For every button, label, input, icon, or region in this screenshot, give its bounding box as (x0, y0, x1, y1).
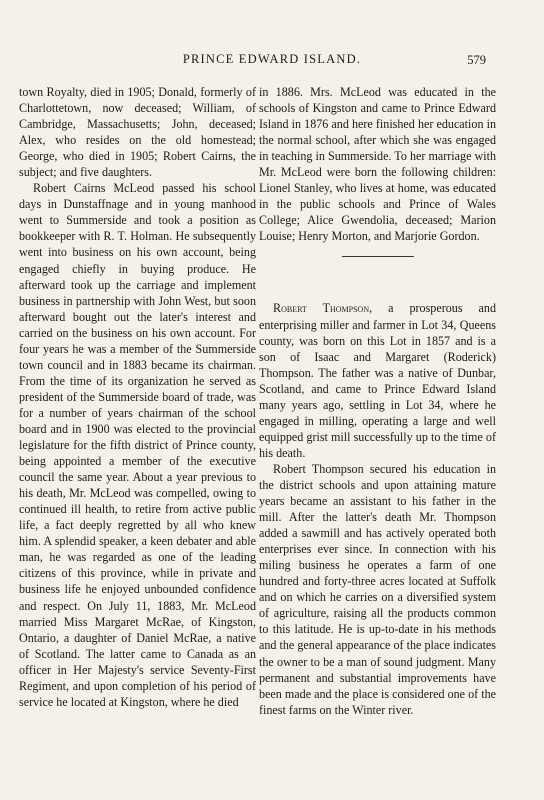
section-divider (259, 244, 496, 272)
left-column (19, 84, 256, 710)
subject-name: Robert Thompson (273, 301, 370, 316)
divider-rule (342, 256, 414, 257)
running-head: PRINCE EDWARD ISLAND. (182, 52, 362, 66)
right-column (259, 84, 496, 718)
page-header (0, 50, 544, 70)
right-paragraph-thompson-intro (259, 300, 496, 460)
right-paragraph-thompson-career: Robert Thompson secured his education in the district schools and upon attaining mature years became an assistant to his father in the mill. After the latter's death Mr. Thompson added a sawmill and has actively operated both enterprises ever since. In connection with his miling business he operates a farm of one hundred and forty-three acres located at Suffolk and on which he carries on a diversified system of agriculture, raising all the products common to this latitude. He is up-to-date in his methods and the general appearance of the place indicates the owner to be a man of sound judgment. Many permanent and substantial improvements have been made and the place is considered one of the finest farms on the Winter river. (259, 461, 496, 717)
right-paragraph-mcleod-family: in 1886. Mrs. McLeod was educated in the schools of Kingston and came to Prince Edward Island in 1876 and here finished her education in the normal school, after which she was engaged in teaching in Summerside. To her marriage with Mr. McLeod were born the following children: Lionel Stanley, who lives at home, was educated in the public schools and Prince of Wales College; Alice Gwendolia, deceased; Marion Louise; Henry Morton, and Marjorie Gordon. (259, 85, 496, 244)
page-number: 579 (467, 53, 486, 67)
thompson-intro-text: , a prosperous and enterprising miller and farmer in Lot 34, Queens county, was born on this Lot in 1857 and is a son of Isaac and Margaret (Roderick) Thompson. The father was a native of Dunbar, Scotland, and came to Prince Edward Island many years ago, settling in Lot 34, where he engaged in milling, operating a large and well equipped grist mill successfully up to the time of his death. (259, 301, 496, 460)
left-paragraph-mcleod-biography: Robert Cairns McLeod passed his school days in Dunstaffnage and in young manhood went to Summerside and took a position as bookkeeper with R. T. Holman. He subsequently went into business on his own account, being engaged chiefly in buying produce. He afterward took up the carriage and implement business in partnership with John West, but soon afterward bought out the later's interest and carried on the business on his own account. For four years he was a member of the Summerside town council and in 1883 became its chairman. From the time of its organization he served as president of the Summerside board of trade, was for a number of years chairman of the school board and in 1900 was elected to the provincial legislature for the fifth district of Prince county, being appointed a member of the executive council the same year. About a year previous to his death, Mr. McLeod was compelled, owing to continued ill health, to retire from active public life, a fact deeply regretted by all who knew him. A splendid speaker, a keen debater and able man, he was regarded as one of the leading citizens of this province, while in private and business life he enjoyed unbounded confidence and respect. On July 11, 1883, Mr. McLeod married Miss Margaret McRae, of Kingston, Ontario, a daughter of Daniel McRae, a native of Scotland. The latter came to Canada as an officer in Her Majesty's service Seventy-First Regiment, and upon completion of his period of service he located at Kingston, where he died (19, 181, 256, 709)
left-paragraph-continued: town Royalty, died in 1905; Donald, formerly of Charlottetown, now deceased; William, of Cambridge, Massachusetts; John, deceased; Alex, who resides on the old homestead; George, who died in 1905; Robert Cairns, the subject; and five daughters. (19, 85, 256, 180)
